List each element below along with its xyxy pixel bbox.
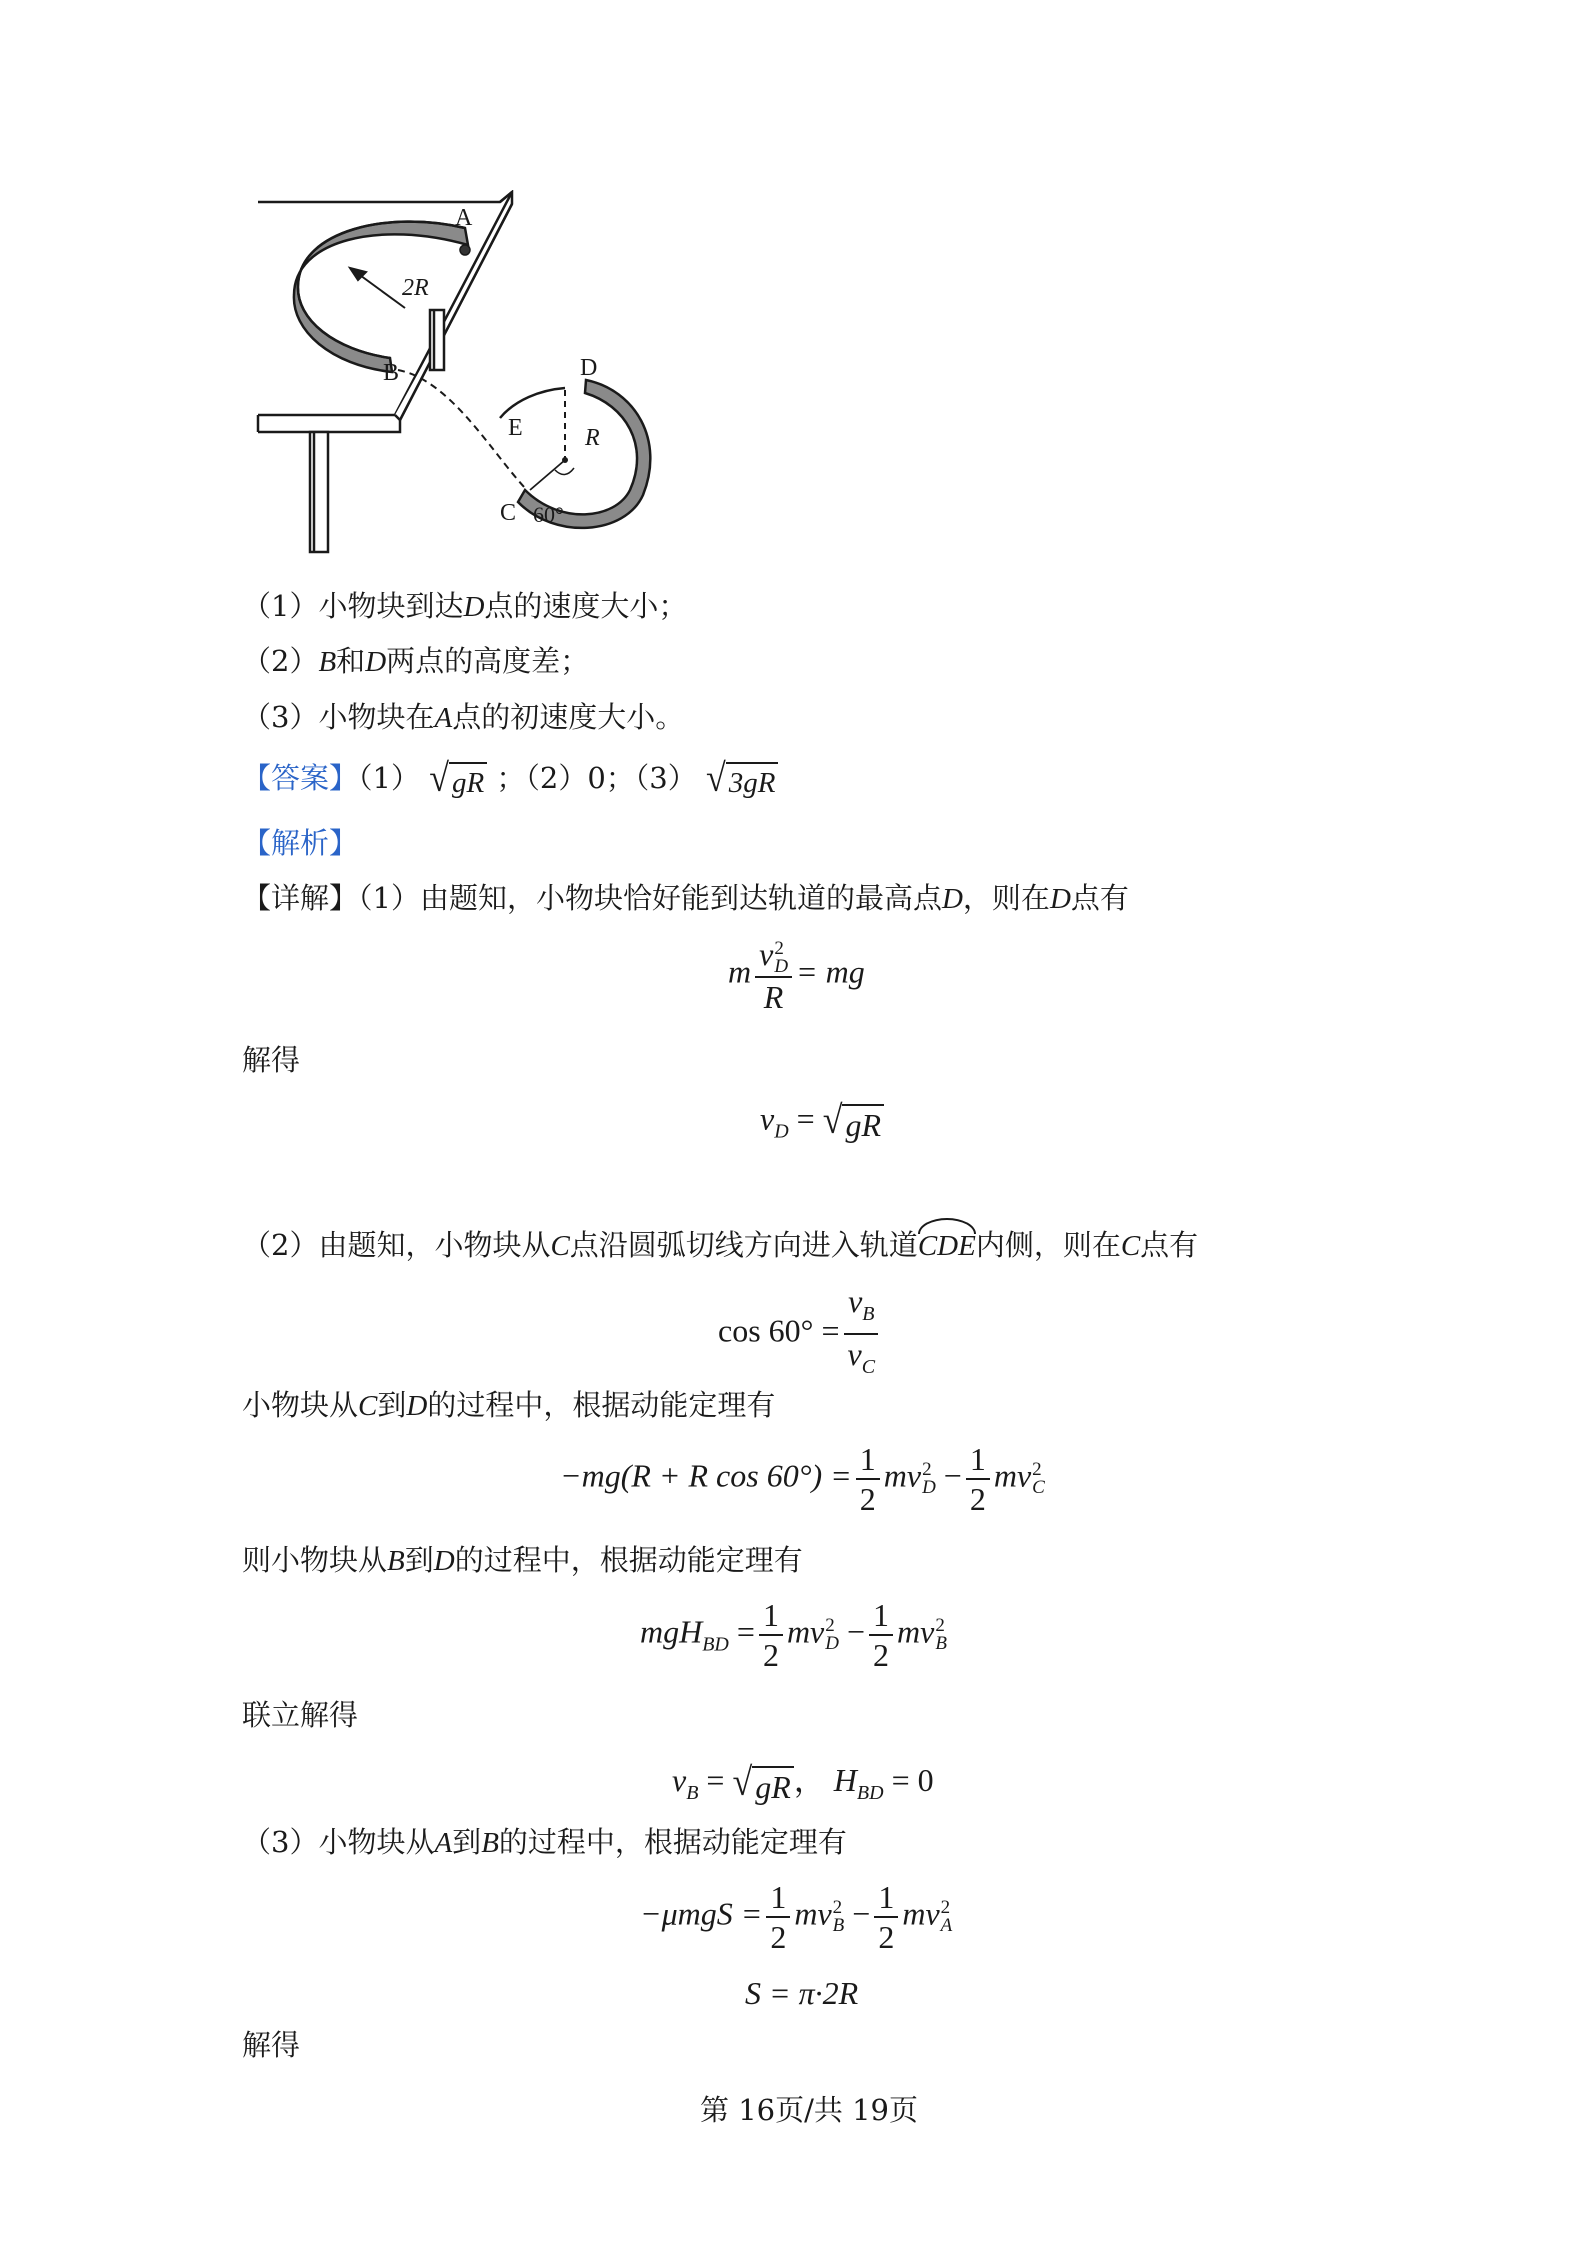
detail-line: 【详解】（1）由题知，小物块恰好能到达轨道的最高点D，则在D点有 <box>242 881 1129 915</box>
equation-4: −mg(R + R cos 60°) = $\frac{1}{2}$ mv 2 D − $\frac{1}{2}$ mv 2 C <box>560 1441 1045 1517</box>
line-c-to-d: 小物块从C到D的过程中，根据动能定理有 <box>242 1388 776 1422</box>
label-b: B <box>383 360 400 386</box>
analysis-tag: 【解析】 <box>242 826 359 860</box>
equation-2: $v_D$ = √ gR <box>760 1100 884 1144</box>
page-footer: 第 16页/共 19页 <box>700 2093 919 2127</box>
equation-1: m v 2 D R = mg <box>728 936 865 1015</box>
question-3: （3）小物块在A点的初速度大小。 <box>242 700 685 734</box>
part2-line: （2）由题知，小物块从C点沿圆弧切线方向进入轨道CDE内侧，则在C点有 <box>242 1218 1198 1266</box>
label-d: D <box>580 355 598 381</box>
solve-label-1: 解得 <box>242 1043 301 1077</box>
track-diagram <box>250 190 690 560</box>
answer-tag: 【答案】 <box>242 761 359 795</box>
answer-line: 【答案】（1） √ gR ；（2）0；（3） √ 3gR <box>242 758 778 802</box>
small-arc-track <box>500 380 650 528</box>
equation-6: $v_B$ = √ gR ， $H_{BD} = 0$ <box>672 1759 934 1805</box>
question-2: （2）B和D两点的高度差； <box>242 644 590 678</box>
label-angle: 60° <box>533 502 564 527</box>
label-a: A <box>455 205 473 231</box>
solve-label-3: 解得 <box>242 2028 301 2062</box>
label-e: E <box>508 415 523 441</box>
equation-8: S = π·2R <box>745 1975 859 2011</box>
line-b-to-d: 则小物块从B到D的过程中，根据动能定理有 <box>242 1543 803 1577</box>
label-r: R <box>585 425 600 451</box>
block-a <box>460 245 470 255</box>
equation-5: mgH$_{BD}$ = $\frac{1}{2}$ mv 2 D − $\frac{1}{2}$ mv 2 B <box>640 1597 947 1673</box>
radius-arrow <box>350 268 405 308</box>
equation-3: cos 60° = $\frac{v_B}{v_C}$ <box>718 1282 883 1386</box>
equation-7: −μmgS = $\frac{1}{2}$ mv 2 B − $\frac{1}{2}$ mv 2 A <box>640 1879 953 1955</box>
label-c: C <box>500 500 517 526</box>
solve-label-2: 联立解得 <box>242 1698 359 1732</box>
question-1: （1）小物块到达D点的速度大小； <box>242 589 688 623</box>
label-2r: 2R <box>402 275 429 301</box>
line-a-to-b: （3）小物块从A到B的过程中，根据动能定理有 <box>242 1825 847 1859</box>
